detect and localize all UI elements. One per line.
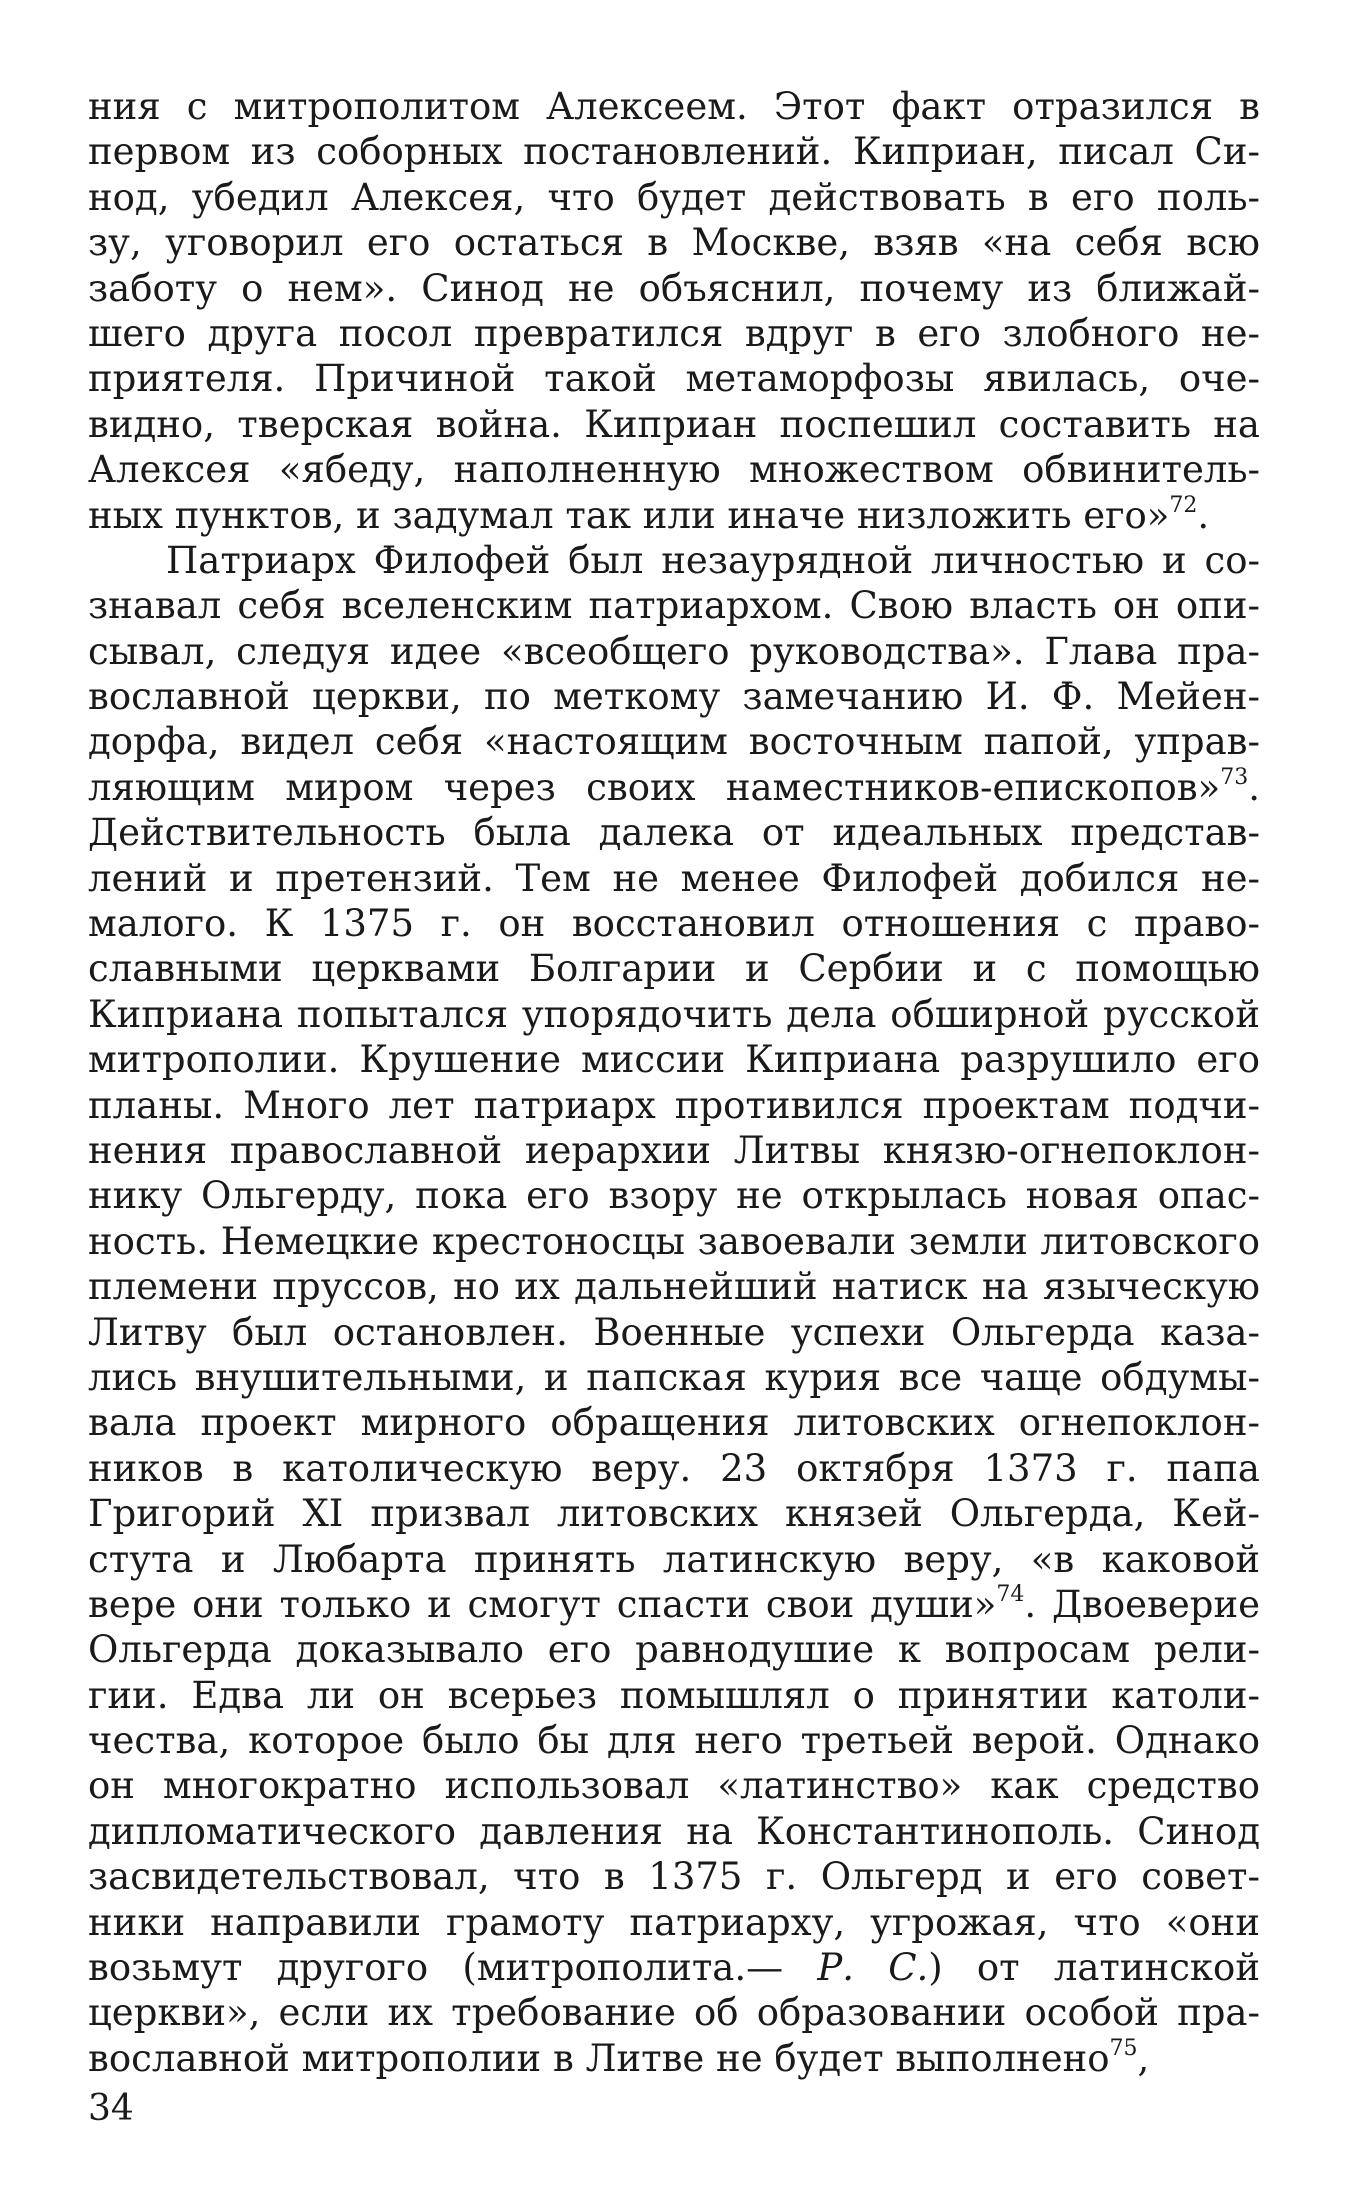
text-line (88, 1582, 1260, 1627)
text-line: ных пунктов, и задумал так или иначе низложить его»$^{72}$. (88, 492, 1210, 537)
text-line: чества, которое было бы для него третьей верой. Однако (88, 1719, 1260, 1763)
line-text: ляющим миром через своих наместников-епископов» (88, 765, 1221, 809)
text-line: нод, убедил Алексея, что будет действовать в его поль- (88, 175, 1260, 219)
text-line: первом из соборных постановлений. Киприан, писал Си- (88, 130, 1260, 174)
text-line: ния с митрополитом Алексеем. Этот факт отразился в (88, 85, 1260, 128)
line-text: ) от латинской (928, 1946, 1260, 1990)
text-line: Патриарх Филофей был незаурядной личностью и со- (166, 538, 1260, 582)
text-line: знавал себя вселенским патриархом. Свою власть он опи- (88, 584, 1260, 628)
line-text: . (1248, 765, 1260, 809)
text-line: приятеля. Причиной такой метаморфозы явилась, оче- (88, 357, 1260, 401)
text-line: нения православной иерархии Литвы князю-огнепоклон- (88, 1128, 1260, 1172)
footnote-ref: 75 (1109, 2035, 1138, 2061)
text-line: Литву был остановлен. Военные успехи Ольгерда каза- (88, 1310, 1260, 1354)
footnote-ref: 73 (1220, 764, 1249, 790)
line-text: ных пунктов, и задумал так или иначе низложить его» (88, 493, 1170, 537)
text-line: нику Ольгерду, пока его взору не открылась новая опас- (88, 1174, 1260, 1218)
text-line: Действительность была далека от идеальных представ- (88, 811, 1260, 855)
page-number: 34 (88, 2088, 134, 2129)
text-line: племени пруссов, но их дальнейший натиск на языческую (88, 1265, 1260, 1309)
text-line: шего друга посол превратился вдруг в его злобного не- (88, 311, 1260, 355)
text-line: Алексея «ябеду, наполненную множеством обвинитель- (88, 448, 1260, 492)
text-line: лись внушительными, и папская курия все чаще обдумы- (88, 1355, 1260, 1399)
text-line: малого. К 1375 г. он восстановил отношения с право- (88, 902, 1260, 946)
text-line: сывал, следуя идее «всеобщего руководства». Глава пра- (88, 629, 1260, 673)
text-line: видно, тверская война. Киприан поспешил составить на (88, 402, 1260, 446)
footnote-ref: 74 (996, 1581, 1025, 1607)
line-text: вославной митрополии в Литве не будет выполнено (88, 2036, 1110, 2080)
text-line: лений и претензий. Тем не менее Филофей добился не- (88, 856, 1260, 900)
text-line: Григорий XI призвал литовских князей Ольгерда, Кей- (88, 1492, 1260, 1536)
text-line (88, 1945, 1260, 1990)
text-line: ность. Немецкие крестоносцы завоевали земли литовского (88, 1219, 1260, 1263)
text-line: вала проект мирного обращения литовских огнепоклон- (88, 1401, 1260, 1445)
text-line (88, 765, 1260, 810)
text-line: зу, уговорил его остаться в Москве, взяв «на себя всю (88, 221, 1260, 265)
text-line: вославной церкви, по меткому замечанию И. Ф. Мейен- (88, 675, 1260, 719)
text-line: он многократно использовал «латинство» как средство (88, 1764, 1260, 1808)
line-text: вере они только и смогут спасти свои души» (88, 1582, 997, 1626)
text-line: дорфа, видел себя «настоящим восточным папой, управ- (88, 720, 1260, 764)
text-line: гии. Едва ли он всерьез помышлял о принятии католи- (88, 1673, 1260, 1717)
page-text (88, 84, 1260, 2081)
text-line: митрополии. Крушение миссии Киприана разрушило его (88, 1038, 1260, 1082)
text-line: планы. Много лет патриарх противился проектам подчи- (88, 1083, 1260, 1127)
text-line: Ольгерда доказывало его равнодушие к вопросам рели- (88, 1628, 1260, 1672)
text-line: заботу о нем». Синод не объяснил, почему из ближай- (88, 266, 1260, 310)
text-line: ников в католическую веру. 23 октября 1373 г. папа (88, 1446, 1260, 1490)
text-line: Киприана попытался упорядочить дела обширной русской (88, 992, 1260, 1036)
text-line: славными церквами Болгарии и Сербии и с помощью (88, 947, 1260, 991)
text-line (88, 2036, 1260, 2081)
text-line: дипломатического давления на Константинополь. Синод (88, 1809, 1260, 1853)
text-line: ники направили грамоту патриарху, угрожая, что «они (88, 1900, 1260, 1944)
line-text: , (1137, 2036, 1150, 2080)
text-line: засвидетельствовал, что в 1375 г. Ольгерд и его совет- (88, 1855, 1260, 1899)
author-initials: Р. С. (817, 1946, 929, 1990)
text-line: стута и Любарта принять латинскую веру, «в каковой (88, 1537, 1260, 1581)
line-text: возьмут другого (митрополита.— (88, 1946, 818, 1990)
line-text: . Двоеверие (1024, 1582, 1261, 1626)
footnote-ref: 72 (1169, 492, 1198, 518)
text-line: церкви», если их требование об образовании особой пра- (88, 1991, 1260, 2035)
